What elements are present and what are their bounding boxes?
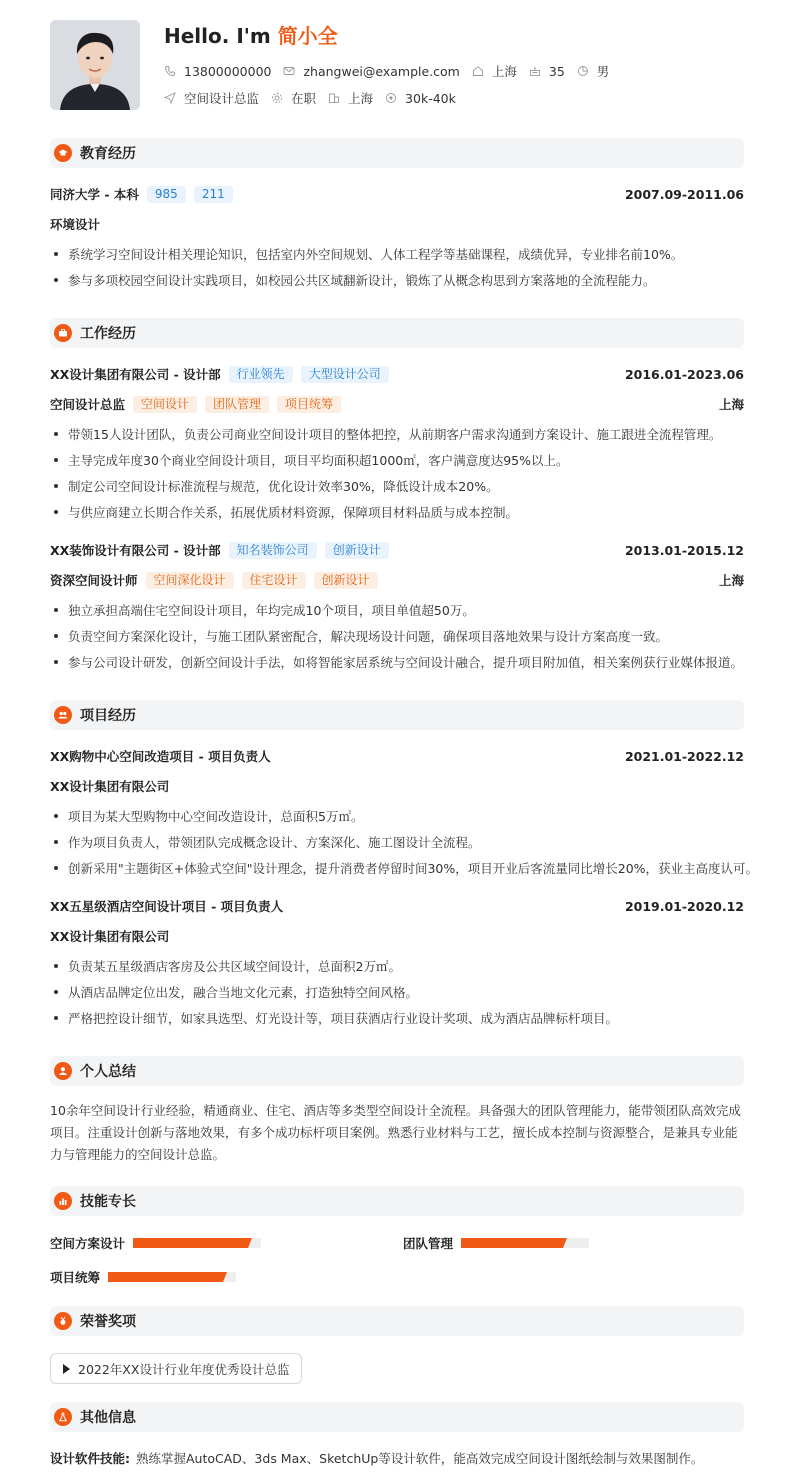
skill-item xyxy=(403,1233,589,1253)
bar-chart-icon xyxy=(54,1192,72,1210)
skill-name: 团队管理 xyxy=(403,1236,454,1251)
section-other xyxy=(50,1402,744,1432)
age-text: 35 xyxy=(548,63,565,79)
section-title: 技能专长 xyxy=(80,1194,136,1210)
building-icon xyxy=(328,92,340,104)
work-location: 上海 xyxy=(718,573,744,588)
project-header xyxy=(50,896,744,916)
skill-item xyxy=(50,1233,261,1253)
school-name: 同济大学 - 本科 xyxy=(50,187,139,202)
list-item: 制定公司空间设计标准流程与规范，优化设计效率30%，降低设计成本20%。 xyxy=(50,476,744,496)
work-date: 2016.01-2023.06 xyxy=(624,366,744,382)
phone-icon xyxy=(164,65,176,77)
resume-header xyxy=(50,0,744,130)
section-summary xyxy=(50,1056,744,1086)
section-title: 个人总结 xyxy=(80,1064,136,1080)
work-role-row xyxy=(50,394,744,414)
project-date: 2019.01-2020.12 xyxy=(624,898,744,914)
section-title: 项目经历 xyxy=(80,708,136,724)
list-item: 主导完成年度30个商业空间设计项目，项目平均面积超1000㎡，客户满意度达95%以上。 xyxy=(50,450,744,470)
skill-bar xyxy=(461,1238,589,1248)
role-tag: 团队管理 xyxy=(205,396,269,413)
project-company-row xyxy=(50,776,744,796)
target-city-info xyxy=(328,89,373,107)
gender-icon xyxy=(577,65,589,77)
phone-text: 13800000000 xyxy=(184,63,272,79)
work-date: 2013.01-2015.12 xyxy=(624,542,744,558)
company-tag: 创新设计 xyxy=(325,542,389,559)
greeting-heading xyxy=(164,20,338,49)
major: 环境设计 xyxy=(50,217,101,232)
skill-bar-fill xyxy=(461,1238,563,1248)
skill-name: 项目统筹 xyxy=(50,1270,101,1285)
award-text: 2022年XX设计行业年度优秀设计总监 xyxy=(78,1361,290,1377)
work-role-row xyxy=(50,570,744,590)
age-info xyxy=(529,64,565,79)
list-item: 参与多项校园空间设计实践项目，如校园公共区域翻新设计，锻炼了从概念构思到方案落地的全流程能力。 xyxy=(50,270,744,290)
company-tag: 行业领先 xyxy=(229,366,293,383)
company-tag: 知名装饰公司 xyxy=(229,542,317,559)
other-info-value: 熟练掌握AutoCAD、3ds Max、SketchUp等设计软件，能高效完成空间设计图纸绘制与效果图制作。 xyxy=(136,1451,704,1466)
city-text: 上海 xyxy=(491,64,517,79)
list-item: 从酒店品牌定位出发，融合当地文化元素，打造独特空间风格。 xyxy=(50,982,744,1002)
caret-right-icon xyxy=(63,1364,70,1374)
city-info xyxy=(472,62,517,80)
education-major-row xyxy=(50,214,744,234)
status-text: 在职 xyxy=(291,91,317,106)
skill-bar xyxy=(133,1238,261,1248)
gender-text: 男 xyxy=(596,64,610,79)
list-item: 独立承担高端住宅空间设计项目，年均完成10个项目，项目单值超50万。 xyxy=(50,600,744,620)
project-company: XX设计集团有限公司 xyxy=(50,779,170,794)
company-name: XX设计集团有限公司 - 设计部 xyxy=(50,367,221,382)
school-tag: 211 xyxy=(194,186,233,203)
graduation-cap-icon xyxy=(54,144,72,162)
project-name: XX购物中心空间改造项目 - 项目负责人 xyxy=(50,749,271,764)
education-header xyxy=(50,184,744,204)
contact-row xyxy=(164,62,621,80)
section-projects xyxy=(50,700,744,730)
status-info xyxy=(271,89,316,107)
work-location: 上海 xyxy=(718,397,744,412)
section-title: 其他信息 xyxy=(80,1410,136,1426)
skill-bar xyxy=(108,1272,236,1282)
job-intent-row xyxy=(164,89,468,107)
role-tag: 住宅设计 xyxy=(242,572,306,589)
project-header xyxy=(50,746,744,766)
avatar xyxy=(50,20,140,110)
flask-icon xyxy=(54,1408,72,1426)
list-item: 负责空间方案深化设计，与施工团队紧密配合，解决现场设计问题，确保项目落地效果与设计方案高度一致。 xyxy=(50,626,744,646)
job-title: 空间设计总监 xyxy=(50,397,126,412)
company-tag: 大型设计公司 xyxy=(301,366,389,383)
home-icon xyxy=(472,65,484,77)
project-date: 2021.01-2022.12 xyxy=(624,748,744,764)
position-text: 空间设计总监 xyxy=(184,91,260,106)
other-info-row xyxy=(50,1448,703,1468)
role-tag: 空间设计 xyxy=(133,396,197,413)
skill-item xyxy=(50,1267,236,1287)
section-title: 工作经历 xyxy=(80,326,136,342)
section-education xyxy=(50,138,744,168)
list-item: 负责某五星级酒店客房及公共区域空间设计，总面积2万㎡。 xyxy=(50,956,744,976)
salary-text: 30k-40k xyxy=(405,90,456,106)
greeting-text: Hello. I'm xyxy=(164,24,278,48)
list-item: 作为项目负责人，带领团队完成概念设计、方案深化、施工图设计全流程。 xyxy=(50,832,744,852)
list-item: 与供应商建立长期合作关系，拓展优质材料资源，保障项目材料品质与成本控制。 xyxy=(50,502,744,522)
job-title: 资深空间设计师 xyxy=(50,573,138,588)
coin-icon xyxy=(385,92,397,104)
send-icon xyxy=(164,92,176,104)
work-company-row xyxy=(50,540,744,560)
team-icon xyxy=(54,706,72,724)
role-tag: 项目统筹 xyxy=(277,396,341,413)
candidate-name: 简小全 xyxy=(277,24,338,48)
project-company: XX设计集团有限公司 xyxy=(50,929,170,944)
resume-page xyxy=(50,0,759,1466)
project-company-row xyxy=(50,926,744,946)
list-item: 带领15人设计团队，负责公司商业空间设计项目的整体把控，从前期客户需求沟通到方案设计、施工跟进全流程管理。 xyxy=(50,424,744,444)
medal-icon xyxy=(54,1312,72,1330)
school-tag: 985 xyxy=(147,186,186,203)
salary-info xyxy=(385,91,456,106)
education-date: 2007.09-2011.06 xyxy=(624,186,744,202)
other-info-label: 设计软件技能: xyxy=(50,1451,130,1466)
gender-info xyxy=(577,62,610,80)
list-item: 严格把控设计细节，如家具选型、灯光设计等，项目获酒店行业设计奖项、成为酒店品牌标杆项目。 xyxy=(50,1008,744,1028)
skill-name: 空间方案设计 xyxy=(50,1236,126,1251)
cake-icon xyxy=(529,65,541,77)
target-city-text: 上海 xyxy=(348,91,374,106)
summary-text: 10余年空间设计行业经验，精通商业、住宅、酒店等多类型空间设计全流程。具备强大的团队管理能力，能带领团队高效完成项目。注重设计创新与落地效果，有多个成功标杆项目案例。熟悉行业材料与工艺，擅长成本控制与资源整合，是兼具专业能力与管理能力的空间设计总监。 xyxy=(50,1103,741,1162)
section-title: 教育经历 xyxy=(80,146,136,162)
section-skills xyxy=(50,1186,744,1216)
phone-info xyxy=(164,64,271,79)
mail-icon xyxy=(283,65,295,77)
skill-bar-fill xyxy=(108,1272,223,1282)
list-item: 创新采用"主题街区+体验式空间"设计理念，提升消费者停留时间30%，项目开业后客流量同比增长20%，获业主高度认可。 xyxy=(50,858,744,878)
award-item[interactable] xyxy=(50,1353,302,1384)
list-item: 参与公司设计研发，创新空间设计手法，如将智能家居系统与空间设计融合，提升项目附加值，相关案例获行业媒体报道。 xyxy=(50,652,744,672)
work-company-row xyxy=(50,364,744,384)
company-name: XX装饰设计有限公司 - 设计部 xyxy=(50,543,221,558)
user-icon xyxy=(54,1062,72,1080)
gear-icon xyxy=(271,92,283,104)
email-text: zhangwei@example.com xyxy=(303,63,460,79)
briefcase-icon xyxy=(54,324,72,342)
position-info xyxy=(164,89,259,107)
list-item: 项目为某大型购物中心空间改造设计，总面积5万㎡。 xyxy=(50,806,744,826)
email-info xyxy=(283,64,459,79)
skill-bar-fill xyxy=(133,1238,248,1248)
section-title: 荣誉奖项 xyxy=(80,1314,136,1330)
section-awards xyxy=(50,1306,744,1336)
section-work xyxy=(50,318,744,348)
role-tag: 创新设计 xyxy=(314,572,378,589)
role-tag: 空间深化设计 xyxy=(146,572,234,589)
project-name: XX五星级酒店空间设计项目 - 项目负责人 xyxy=(50,899,284,914)
list-item: 系统学习空间设计相关理论知识，包括室内外空间规划、人体工程学等基础课程，成绩优异，专业排名前10%。 xyxy=(50,244,744,264)
